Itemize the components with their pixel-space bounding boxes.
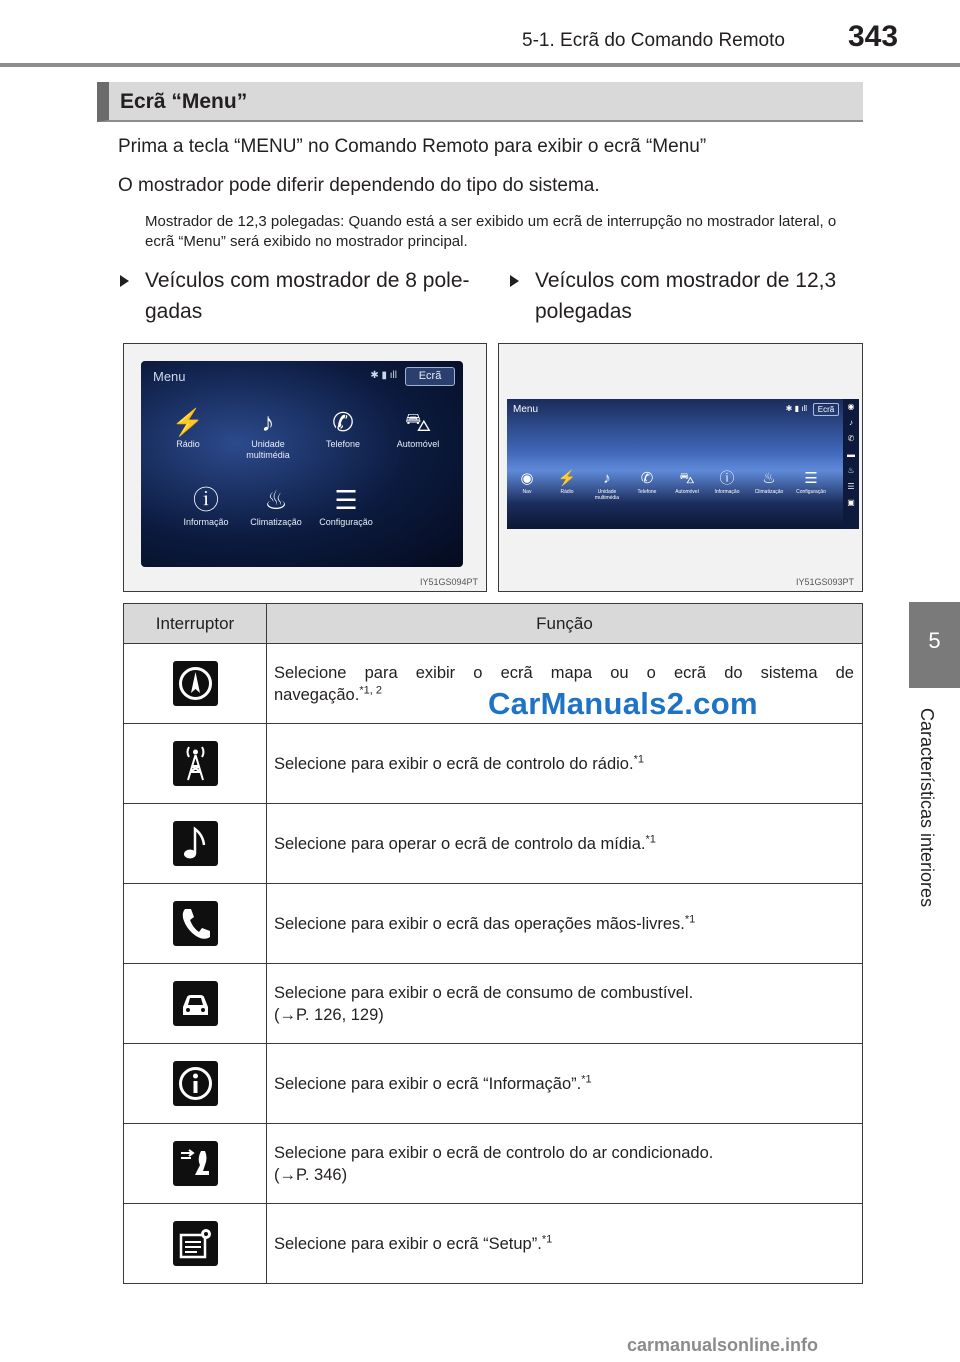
music-note-icon: ♪ [603, 470, 611, 487]
music-note-icon [173, 821, 218, 866]
row-description: Selecione para operar o ecrã de controlo da mídia. [274, 834, 646, 853]
phone-handset-icon[interactable]: ✆ [847, 434, 855, 443]
navigation-icon [173, 661, 218, 706]
page-number: 343 [848, 20, 899, 53]
figure-code-12: IY51GS093PT [795, 577, 854, 587]
phone-handset-icon: ✆ [640, 470, 654, 487]
column-header-function: Função [267, 604, 863, 644]
screen-12-display-button[interactable]: Ecrã [813, 403, 839, 416]
intro-paragraph-2: O mostrador pode diferir dependendo do tipo do sistema. [118, 175, 600, 196]
navigation-icon: ◉ [520, 470, 534, 487]
car-icon [173, 981, 218, 1026]
climate-seat-icon: ♨ [264, 485, 288, 515]
row-description: Selecione para exibir o ecrã das operações mãos-livres. [274, 914, 685, 933]
music-note-icon[interactable]: ♪ [849, 418, 853, 427]
settings-list-icon [173, 1221, 218, 1266]
screen-12-item-setup[interactable]: ☰ Configuração [793, 469, 829, 495]
header-rule [0, 63, 960, 67]
screen-8-item-setup[interactable]: ☰ Configuração [311, 483, 381, 528]
footnote-ref: *1 [581, 1073, 592, 1085]
screen-12-item-nav[interactable]: ◉ Nav [509, 469, 545, 495]
page-reference: (→P. 126, 129) [274, 1005, 384, 1024]
table-row [124, 884, 863, 964]
car-icon: ⛍ [404, 407, 432, 437]
figure-code-8: IY51GS094PT [419, 577, 478, 587]
screen-12-display [507, 399, 859, 529]
watermark-carmanualsonline: carmanualsonline.info [627, 1335, 819, 1355]
car-icon: ⛍ [679, 470, 695, 487]
screen-8-item-car[interactable]: ⛍ Automóvel [383, 405, 453, 450]
phone-handset-icon [173, 901, 218, 946]
screen-8-display [141, 361, 463, 567]
screen-8-item-info[interactable]: ⓘ Informação [171, 483, 241, 528]
row-description: Selecione para exibir o ecrã de controlo do ar condicionado. [274, 1143, 714, 1162]
page-reference: (→P. 346) [274, 1165, 348, 1184]
triangle-bullet-icon [120, 275, 129, 287]
column-header-switch: Interruptor [124, 604, 267, 644]
climate-seat-icon [173, 1141, 218, 1186]
footnote-ref: *1 [645, 833, 656, 845]
page-header [0, 0, 960, 68]
signal-status-icon: ✱ ▮ ıll [370, 370, 397, 381]
screen-12-item-car[interactable]: ⛍ Automóvel [669, 469, 705, 495]
row-description: Selecione para exibir o ecrã mapa ou o ecrã do sistema de [274, 663, 854, 682]
screen-12-item-media[interactable]: ♪ Unidade multimédia [589, 469, 625, 501]
radio-tower-icon: ⚡ [557, 470, 577, 487]
screen-8-display-button[interactable]: Ecrã [405, 367, 455, 386]
screen-12-side-shortcuts [843, 399, 859, 529]
display-note: Mostrador de 12,3 polegadas: Quando está a ser exibido um ecrã de interrupção no mostrador lateral, o ecrã “Menu” será exibido no mostrador principal. [145, 213, 837, 250]
screen-8-item-phone[interactable]: ✆ Telefone [308, 405, 378, 450]
screen-8-item-radio[interactable]: ⚡ Rádio [153, 405, 223, 450]
row-description: Selecione para exibir o ecrã “Informação”. [274, 1074, 582, 1093]
screen-12-inch-figure [498, 343, 863, 592]
watermark-carmanuals2: CarManuals2.com [488, 686, 758, 721]
section-heading-text: Ecrã “Menu” [120, 90, 248, 113]
screen-12-item-radio[interactable]: ⚡ Rádio [549, 469, 585, 495]
variant-8-line1: Veículos com mostrador de 8 pole- [145, 269, 470, 292]
car-icon[interactable]: ▬ [847, 450, 855, 459]
variant-12-line2: polegadas [535, 300, 632, 323]
radio-tower-icon [173, 741, 218, 786]
row-description-cont: navegação. [274, 685, 360, 704]
navigation-icon[interactable]: ◉ [847, 402, 855, 411]
screen-8-inch-figure [123, 343, 487, 592]
screen-12-title: Menu [513, 404, 539, 415]
signal-status-icon: ✱ ▮ ıll [785, 404, 807, 413]
section-heading [97, 82, 863, 122]
footnote-ref: *1 [684, 913, 696, 925]
chapter-tab [909, 602, 960, 688]
settings-list-icon: ☰ [804, 470, 818, 487]
chapter-number: 5 [928, 628, 941, 653]
screen-8-item-climate[interactable]: ♨ Climatização [241, 483, 311, 528]
music-note-icon: ♪ [261, 407, 275, 437]
footnote-ref: *1, 2 [359, 684, 382, 696]
intro-paragraph-1: Prima a tecla “MENU” no Comando Remoto para exibir o ecrã “Menu” [118, 136, 707, 157]
screen-12-item-climate[interactable]: ♨ Climatização [751, 469, 787, 495]
table-row [124, 804, 863, 884]
screen-12-item-phone[interactable]: ✆ Telefone [629, 469, 665, 495]
settings-list-icon[interactable]: ☰ [847, 482, 855, 491]
screen-12-item-info[interactable]: ⓘ Informação [709, 469, 745, 495]
info-icon: ⓘ [192, 485, 219, 515]
screen-icon[interactable]: ▣ [847, 498, 855, 507]
header-section-title: 5-1. Ecrã do Comando Remoto [522, 30, 785, 51]
row-description: Selecione para exibir o ecrã de consumo de combustível. [274, 983, 694, 1002]
climate-seat-icon[interactable]: ♨ [847, 466, 855, 475]
variant-12-line1: Veículos com mostrador de 12,3 [535, 269, 837, 292]
radio-tower-icon: ⚡ [171, 407, 205, 437]
variant-8-line2: gadas [145, 300, 203, 323]
footnote-ref: *1 [541, 1233, 553, 1245]
settings-list-icon: ☰ [334, 485, 358, 515]
table-row [124, 964, 863, 1044]
chapter-title: Características interiores [917, 708, 937, 908]
table-row [124, 724, 863, 804]
phone-handset-icon: ✆ [332, 407, 354, 437]
row-description: Selecione para exibir o ecrã de controlo do rádio. [274, 754, 634, 773]
triangle-bullet-icon [510, 275, 519, 287]
table-row [124, 1124, 863, 1204]
screen-8-title: Menu [153, 369, 186, 384]
table-row [124, 1204, 863, 1284]
screen-8-item-media[interactable]: ♪ Unidade multimédia [233, 405, 303, 461]
row-description: Selecione para exibir o ecrã “Setup”. [274, 1234, 542, 1253]
climate-seat-icon: ♨ [762, 470, 776, 487]
table-row [124, 1044, 863, 1124]
info-icon [173, 1061, 218, 1106]
info-icon: ⓘ [719, 470, 735, 487]
table-header-row [124, 604, 863, 644]
footnote-ref: *1 [633, 753, 644, 765]
